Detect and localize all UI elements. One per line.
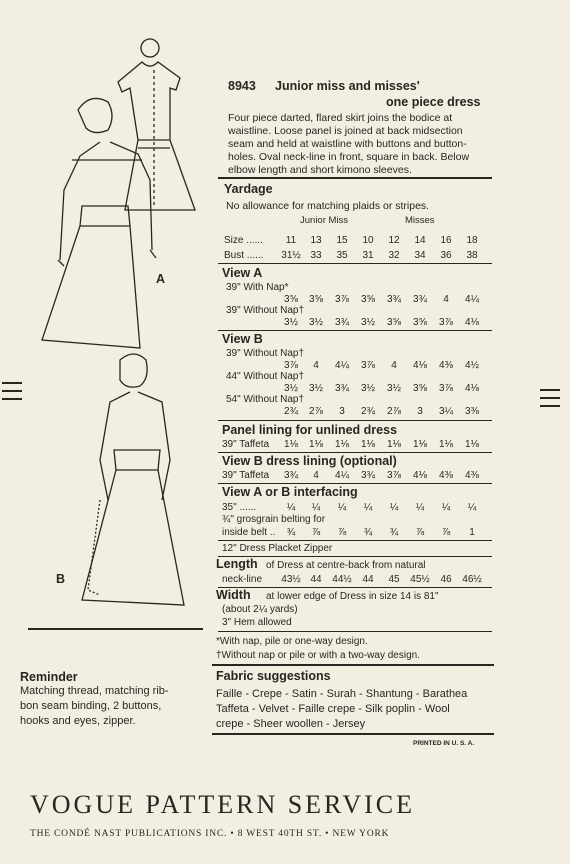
group-misses: Misses xyxy=(405,215,435,226)
yardage-cell: 1⅛ xyxy=(335,439,349,450)
yardage-cell: 3½ xyxy=(361,383,375,394)
yardage-cell: 3 xyxy=(417,406,423,417)
yardage-cell: 3⅞ xyxy=(284,360,298,371)
yardage-cell: 3⅞ xyxy=(387,470,401,481)
view-b-39-label: 39" Without Nap† xyxy=(226,348,305,359)
yardage-cell: 3¾ xyxy=(413,294,427,305)
description xyxy=(228,112,469,177)
fabric-list xyxy=(216,687,467,732)
margin-mark xyxy=(2,390,22,392)
yardage-cell: 44 xyxy=(362,574,374,585)
yardage-cell: 4 xyxy=(391,360,397,371)
yardage-cell: 3½ xyxy=(361,317,375,328)
length-label: neck-line xyxy=(222,574,263,585)
divider xyxy=(218,420,492,421)
view-a-label: A xyxy=(156,272,166,286)
yardage-cell: ⅞ xyxy=(311,527,321,538)
reminder-title: Reminder xyxy=(20,670,78,684)
brand-name: VOGUE PATTERN SERVICE xyxy=(30,790,415,819)
belting-label-1: ¾" grosgrain belting for xyxy=(222,514,326,525)
back-view-figure xyxy=(118,39,195,210)
yardage-cell: ⅞ xyxy=(441,527,451,538)
divider xyxy=(218,330,492,331)
yardage-cell: 33 xyxy=(310,250,322,261)
yardage-cell: 3⅞ xyxy=(439,317,453,328)
width-line2: (about 2¼ yards) xyxy=(222,604,298,615)
yardage-cell: 3¾ xyxy=(361,470,375,481)
yardage-cell: 3⅝ xyxy=(413,317,427,328)
yardage-cell: 4⅛ xyxy=(413,360,427,371)
yardage-cell: 4¼ xyxy=(335,470,349,481)
yardage-cell: 16 xyxy=(440,235,452,246)
yardage-cell: ¾ xyxy=(389,527,399,538)
yardage-cell: 3¾ xyxy=(335,317,349,328)
yardage-cell: ⅞ xyxy=(337,527,347,538)
yardage-cell: 10 xyxy=(362,235,374,246)
yardage-cell: 2⅞ xyxy=(387,406,401,417)
pattern-title-2: one piece dress xyxy=(386,95,481,109)
bust-label: Bust ...... xyxy=(224,250,264,261)
yardage-cell: ¼ xyxy=(467,502,477,513)
yardage-cell: 32 xyxy=(388,250,400,261)
reminder-line: hooks and eyes, zipper. xyxy=(20,715,136,727)
yardage-cell: 34 xyxy=(414,250,426,261)
footnote-nap: *With nap, pile or one-way design. xyxy=(216,636,368,647)
description-line: waistline. Loose panel is joined at back midsection xyxy=(228,125,463,137)
divider xyxy=(218,452,492,453)
yardage-cell: 3½ xyxy=(284,383,298,394)
yardage-cell: 44 xyxy=(310,574,322,585)
yardage-cell: 3¾ xyxy=(335,383,349,394)
yardage-cell: 4½ xyxy=(465,360,479,371)
yardage-cell: 31 xyxy=(362,250,374,261)
yardage-cell: 18 xyxy=(466,235,478,246)
margin-mark xyxy=(2,398,22,400)
dress-illustrations xyxy=(30,30,210,630)
printed-note: PRINTED IN U. S. A. xyxy=(413,740,475,747)
divider xyxy=(212,733,494,735)
divider xyxy=(218,483,492,484)
margin-mark xyxy=(540,397,560,399)
yardage-title: Yardage xyxy=(224,182,273,196)
length-text: of Dress at centre-back from natural xyxy=(266,560,426,571)
view-a-figure xyxy=(42,98,156,348)
yardage-cell: ¼ xyxy=(363,502,373,513)
yardage-cell: 3⅞ xyxy=(361,360,375,371)
divider xyxy=(212,664,494,666)
yardage-cell: 3⅞ xyxy=(335,294,349,305)
yardage-cell: ¼ xyxy=(389,502,399,513)
zipper-note: 12" Dress Placket Zipper xyxy=(222,543,333,554)
yardage-cell: 45½ xyxy=(410,574,430,585)
yardage-cell: 44½ xyxy=(332,574,352,585)
yardage-cell: 3 xyxy=(339,406,345,417)
yardage-cell: 1⅛ xyxy=(361,439,375,450)
description-line: seam and held at waistline with buttons and button- xyxy=(228,138,467,150)
yardage-cell: 4⅛ xyxy=(465,383,479,394)
yardage-cell: 4¼ xyxy=(465,294,479,305)
divider xyxy=(218,556,492,557)
view-b-figure xyxy=(82,354,184,605)
view-b-label: B xyxy=(56,572,66,586)
hem-note: 3" Hem allowed xyxy=(222,617,292,628)
yardage-cell: 4⅜ xyxy=(465,470,479,481)
yardage-cell: 3⅞ xyxy=(439,383,453,394)
width-text: at lower edge of Dress in size 14 is 81" xyxy=(266,591,439,602)
yardage-cell: ¼ xyxy=(311,502,321,513)
yardage-cell: 43½ xyxy=(281,574,301,585)
fabric-line: Faille - Crepe - Satin - Surah - Shantung - Barathea xyxy=(216,688,468,700)
divider xyxy=(218,540,492,541)
publisher-line: THE CONDÉ NAST PUBLICATIONS INC. • 8 WEST 40TH ST. • NEW YORK xyxy=(30,829,390,839)
yardage-cell: 11 xyxy=(285,235,297,246)
yardage-cell: 4 xyxy=(313,360,319,371)
divider xyxy=(28,628,203,630)
yardage-cell: 3⅝ xyxy=(361,294,375,305)
description-line: holes. Oval neck-line in front, square in back. Below xyxy=(228,151,470,163)
yardage-cell: ¼ xyxy=(441,502,451,513)
view-b-44-label: 44" Without Nap† xyxy=(226,371,305,382)
yardage-cell: 38 xyxy=(466,250,478,261)
belting-label-2: inside belt .. xyxy=(222,527,276,538)
margin-mark xyxy=(540,389,560,391)
yardage-cell: 3¾ xyxy=(284,470,298,481)
view-a-nap-label: 39" With Nap* xyxy=(226,282,289,293)
yardage-cell: 1 xyxy=(469,527,475,538)
yardage-cell: 3¼ xyxy=(439,406,453,417)
yardage-cell: 4⅜ xyxy=(439,360,453,371)
reminder-block xyxy=(20,670,169,729)
panel-lining-title: Panel lining for unlined dress xyxy=(222,423,398,437)
fabric-line: Taffeta - Velvet - Faille crepe - Silk poplin - Wool xyxy=(216,703,450,715)
yardage-cell: 2¾ xyxy=(284,406,298,417)
yardage-cell: 31½ xyxy=(281,250,301,261)
yardage-cell: 45 xyxy=(388,574,400,585)
yardage-cell: 4 xyxy=(443,294,449,305)
view-a-nonap-label: 39" Without Nap† xyxy=(226,305,305,316)
yardage-note: No allowance for matching plaids or stripes. xyxy=(226,200,430,212)
margin-mark xyxy=(2,382,22,384)
divider xyxy=(218,587,492,588)
yardage-cell: 35 xyxy=(336,250,348,261)
panel-lining-label: 39" Taffeta xyxy=(222,439,270,450)
yardage-cell: 3¾ xyxy=(387,294,401,305)
yardage-cell: 4⅛ xyxy=(413,470,427,481)
description-line: elbow length and short kimono sleeves. xyxy=(228,164,412,176)
yardage-cell: 2⅞ xyxy=(309,406,323,417)
view-b-54-label: 54" Without Nap† xyxy=(226,394,305,405)
length-title: Length xyxy=(216,557,258,571)
yardage-cell: 1⅛ xyxy=(465,439,479,450)
yardage-cell: 3½ xyxy=(284,317,298,328)
size-label: Size ...... xyxy=(224,235,263,246)
pattern-number: 8943 xyxy=(228,79,256,93)
yardage-cell: 14 xyxy=(414,235,426,246)
yardage-cell: 4¼ xyxy=(335,360,349,371)
yardage-cell: 3⅜ xyxy=(465,406,479,417)
yardage-cell: 3⅝ xyxy=(309,294,323,305)
yardage-cell: ¾ xyxy=(363,527,373,538)
yardage-cell: 13 xyxy=(310,235,322,246)
pattern-title-1: Junior miss and misses' xyxy=(275,79,420,93)
yardage-cell: 3⅝ xyxy=(387,317,401,328)
fabric-title: Fabric suggestions xyxy=(216,669,331,683)
yardage-cell: 2¾ xyxy=(361,406,375,417)
yardage-cell: ⅞ xyxy=(415,527,425,538)
view-b-lining-title: View B dress lining (optional) xyxy=(222,454,397,468)
reminder-line: Matching thread, matching rib- xyxy=(20,685,169,697)
yardage-cell: 4 xyxy=(313,470,319,481)
yardage-cell: 46½ xyxy=(462,574,482,585)
width-title: Width xyxy=(216,588,251,602)
yardage-cell: 4⅜ xyxy=(439,470,453,481)
yardage-cell: 1⅛ xyxy=(309,439,323,450)
yardage-cell: 46 xyxy=(440,574,452,585)
yardage-cell: 1⅛ xyxy=(413,439,427,450)
yardage-cell: 3½ xyxy=(309,317,323,328)
view-b-lining-label: 39" Taffeta xyxy=(222,470,270,481)
yardage-cell: 3½ xyxy=(309,383,323,394)
divider xyxy=(218,631,492,632)
fabric-line: crepe - Sheer woollen - Jersey xyxy=(216,718,366,730)
yardage-cell: 1⅛ xyxy=(284,439,298,450)
interfacing-label: 35" ...... xyxy=(222,502,257,513)
yardage-cell: ¼ xyxy=(286,502,296,513)
yardage-cell: 1⅛ xyxy=(387,439,401,450)
footnote-without-nap: †Without nap or pile or with a two-way design. xyxy=(216,650,420,661)
yardage-cell: 3½ xyxy=(387,383,401,394)
view-b-title: View B xyxy=(222,332,263,346)
reminder-line: bon seam binding, 2 buttons, xyxy=(20,700,162,712)
yardage-cell: ¾ xyxy=(286,527,296,538)
yardage-cell: 12 xyxy=(388,235,400,246)
description-line: Four piece darted, flared skirt joins the bodice at xyxy=(228,112,453,124)
yardage-cell: 15 xyxy=(336,235,348,246)
yardage-cell: 3⅝ xyxy=(284,294,298,305)
yardage-cell: 36 xyxy=(440,250,452,261)
interfacing-title: View A or B interfacing xyxy=(222,485,358,499)
group-junior: Junior Miss xyxy=(300,215,349,226)
divider xyxy=(218,177,492,179)
yardage-cell: 4⅛ xyxy=(465,317,479,328)
yardage-cell: ¼ xyxy=(337,502,347,513)
yardage-cell: 1⅛ xyxy=(439,439,453,450)
view-a-title: View A xyxy=(222,266,263,280)
divider xyxy=(218,263,492,264)
yardage-cell: 3⅝ xyxy=(413,383,427,394)
yardage-cell: ¼ xyxy=(415,502,425,513)
margin-mark xyxy=(540,405,560,407)
